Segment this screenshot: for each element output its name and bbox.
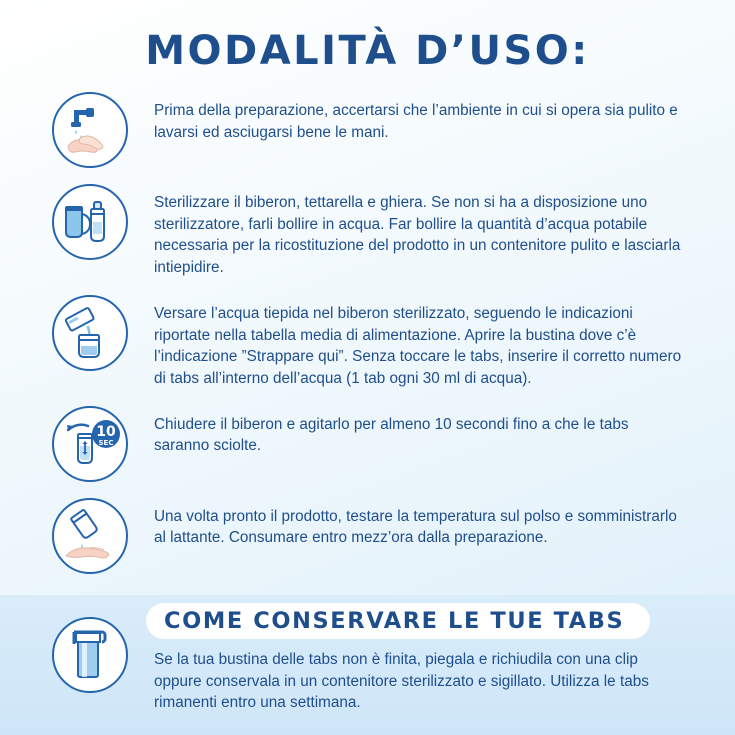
storage-text: Se la tua bustina delle tabs non è finita, piegala e richiudila con una clip oppure conservala in un contenitore sterilizzato e sigillato. Utilizza le tabs rimanenti entro una settimana.	[154, 651, 649, 712]
list-item-text: Versare l’acqua tiepida nel biberon sterilizzato, seguendo le indicazioni riportate nella tabella media di alimentazione. Aprire la bustina dove c’è l’indicazione ”Strappare qui”. Senza toccare le tabs, inserire il corretto numero di tabs all’interno dell’acqua (1 tab ogni 30 ml di acqua).	[154, 304, 682, 388]
list-item	[52, 295, 713, 390]
page-title: MODALITÀ D’USO:	[145, 28, 590, 74]
sachet-clip-icon-svg	[54, 619, 126, 691]
list-item-text: Sterilizzare il biberon, tettarella e ghiera. Se non si ha a disposizione uno sterilizzatore, farli bollire in acqua. Far bollire la quantità d’acqua potabile necessaria per la ricostituzione del prodotto in un contenitore pulito e lasciarla intiepidire.	[154, 194, 681, 277]
sachet-clip-icon	[52, 617, 128, 693]
list-item	[52, 406, 713, 482]
list-item-text: Prima della preparazione, accertarsi che l’ambiente in cui si opera sia pulito e lavarsi ed asciugarsi bene le mani.	[154, 102, 678, 141]
list-item	[52, 92, 713, 168]
pour-water-bottle-icon-svg	[54, 297, 126, 369]
badge-number: 10	[96, 423, 116, 440]
shake-bottle-10sec-icon-svg	[54, 408, 126, 480]
steps-list	[0, 92, 735, 574]
handwash-tap-icon	[52, 92, 128, 168]
test-temperature-wrist-icon-svg	[54, 500, 126, 572]
handwash-tap-icon-svg	[54, 94, 126, 166]
storage-title-pill	[146, 603, 650, 639]
list-item-text: Una volta pronto il prodotto, testare la temperatura sul polso e somministrarlo al lattante. Consumare entro mezz’ora dalla preparazione.	[154, 507, 677, 547]
kettle-sterilize-icon	[52, 184, 128, 260]
storage-title: COME CONSERVARE LE TUE TABS	[164, 608, 625, 634]
list-item	[52, 184, 713, 279]
list-item-text: Chiudere il biberon e agitarlo per almeno 10 secondi fino a che le tabs saranno sciolte.	[154, 415, 629, 455]
test-temperature-wrist-icon	[52, 498, 128, 574]
list-item	[52, 498, 713, 574]
shake-bottle-10sec-icon	[52, 406, 128, 482]
badge-unit: SEC	[98, 438, 114, 447]
kettle-sterilize-icon-svg	[54, 186, 126, 258]
pour-water-bottle-icon	[52, 295, 128, 371]
storage-section	[0, 595, 735, 735]
